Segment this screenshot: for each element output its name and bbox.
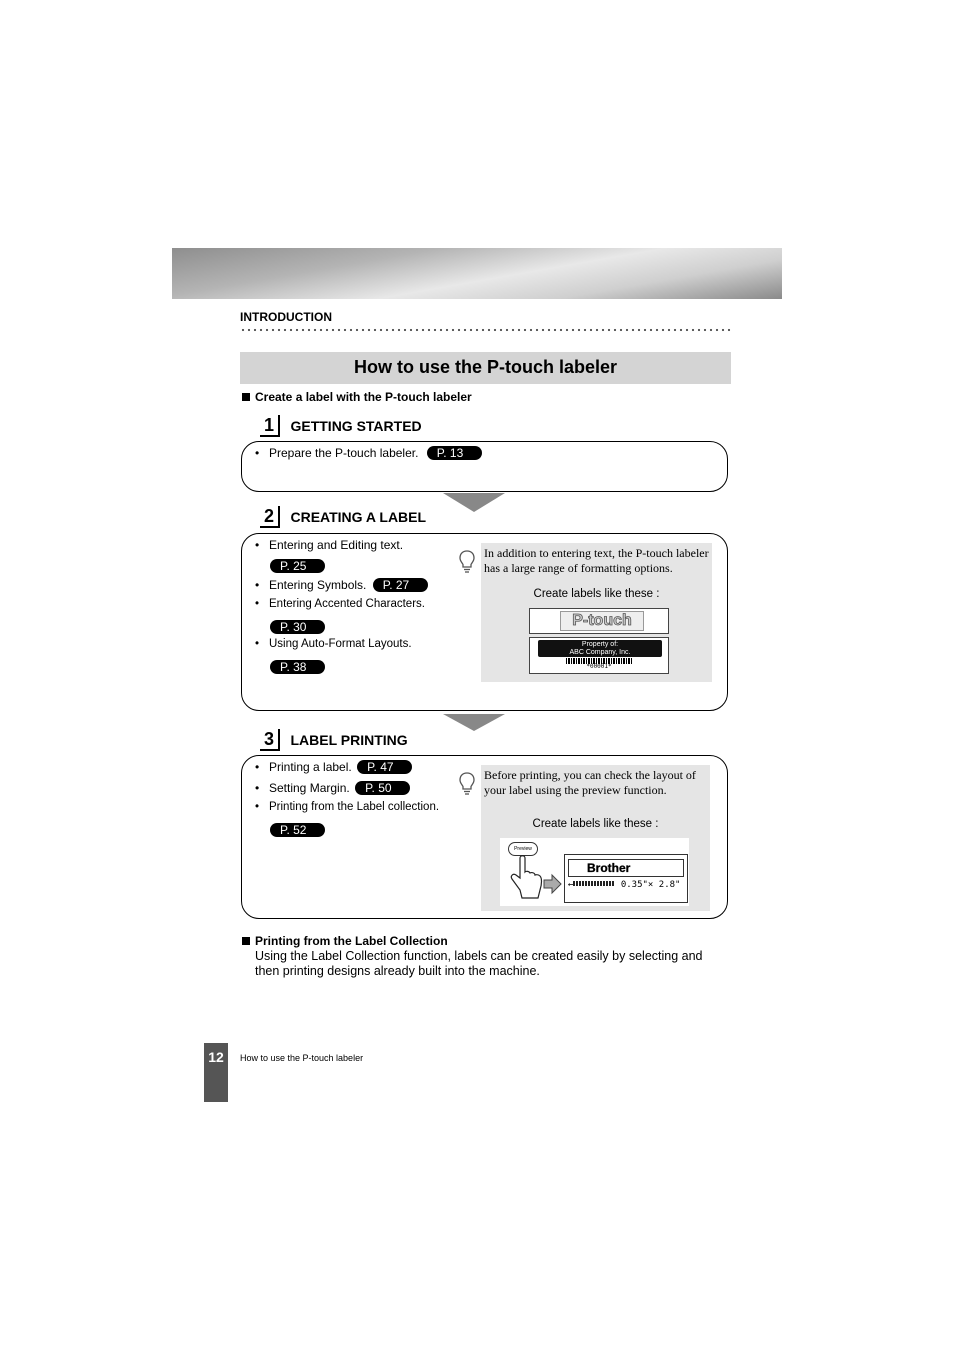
dotted-divider: [240, 328, 732, 332]
sample-label-property: Property of: ABC Company, Inc. *00001*: [529, 637, 669, 674]
down-arrow-icon: [443, 493, 505, 512]
step-3-header: [260, 729, 408, 750]
tip-text: In addition to entering text, the P-touch labeler has a large range of formatting options.: [484, 546, 709, 575]
page-reference-badge[interactable]: P. 38: [270, 660, 325, 674]
list-item: • Entering Symbols. P. 27: [255, 578, 428, 592]
step-title: CREATING A LABEL: [290, 509, 427, 525]
step-3-box: [241, 755, 728, 919]
list-item: • Entering and Editing text.: [255, 538, 404, 552]
progress-pattern: [573, 881, 615, 886]
tip-panel: [481, 765, 710, 911]
list-item: • Printing a label. P. 47: [255, 760, 412, 774]
page-reference-badge[interactable]: P. 50: [355, 781, 410, 795]
page-reference-badge[interactable]: P. 27: [373, 578, 428, 592]
step-title: GETTING STARTED: [290, 418, 422, 434]
step-number: 2: [260, 506, 280, 528]
page-reference-badge[interactable]: P. 25: [270, 559, 325, 573]
list-item: • Printing from the Label collection.: [255, 801, 440, 813]
lightbulb-icon: [458, 549, 476, 575]
preview-button: Preview: [508, 842, 538, 856]
page-number: 12: [204, 1043, 228, 1102]
lightbulb-icon: [458, 771, 476, 797]
page-reference-badge[interactable]: P. 47: [357, 760, 412, 774]
square-bullet-icon: [242, 393, 250, 401]
preview-illustration: [500, 838, 689, 906]
page-reference-badge[interactable]: P. 30: [270, 620, 325, 634]
tip-text: Before printing, you can check the layout of your label using the preview function.: [484, 768, 696, 797]
collection-heading: Printing from the Label Collection: [242, 934, 448, 948]
step-number: 3: [260, 729, 280, 751]
step-1-box: [241, 441, 728, 492]
caption: Create labels like these :: [533, 588, 660, 600]
square-bullet-icon: [242, 937, 250, 945]
page-title: How to use the P-touch labeler: [240, 352, 731, 384]
left-arrow-icon: ←: [568, 880, 574, 890]
header-banner: [172, 248, 782, 299]
step-number: 1: [260, 415, 280, 437]
caption: Create labels like these :: [532, 818, 659, 830]
page-reference-badge[interactable]: P. 52: [270, 823, 325, 837]
intro-heading: Create a label with the P-touch labeler: [242, 390, 472, 404]
step-2-header: [260, 506, 426, 527]
step-2-box: [241, 533, 728, 711]
collection-body: Using the Label Collection function, labels can be created easily by selecting and then printing designs already built into the machine.: [255, 949, 703, 978]
list-item: • Prepare the P-touch labeler. P. 13: [255, 446, 482, 460]
lcd-screen: Brother ← 0.35"× 2.8": [564, 854, 688, 903]
list-item: • Entering Accented Characters.: [255, 598, 425, 610]
section-label: INTRODUCTION: [240, 310, 332, 324]
step-title: LABEL PRINTING: [290, 732, 408, 748]
list-item: • Using Auto-Format Layouts.: [255, 638, 412, 650]
footer-text: How to use the P-touch labeler: [240, 1053, 364, 1063]
down-arrow-icon: [443, 714, 505, 731]
tip-panel: [481, 543, 712, 682]
sample-label-logo: P-touch: [529, 608, 669, 634]
page-reference-badge[interactable]: P. 13: [427, 446, 482, 460]
pointing-hand-icon: [504, 854, 564, 904]
list-item: • Setting Margin. P. 50: [255, 781, 410, 795]
step-1-header: [260, 415, 422, 436]
